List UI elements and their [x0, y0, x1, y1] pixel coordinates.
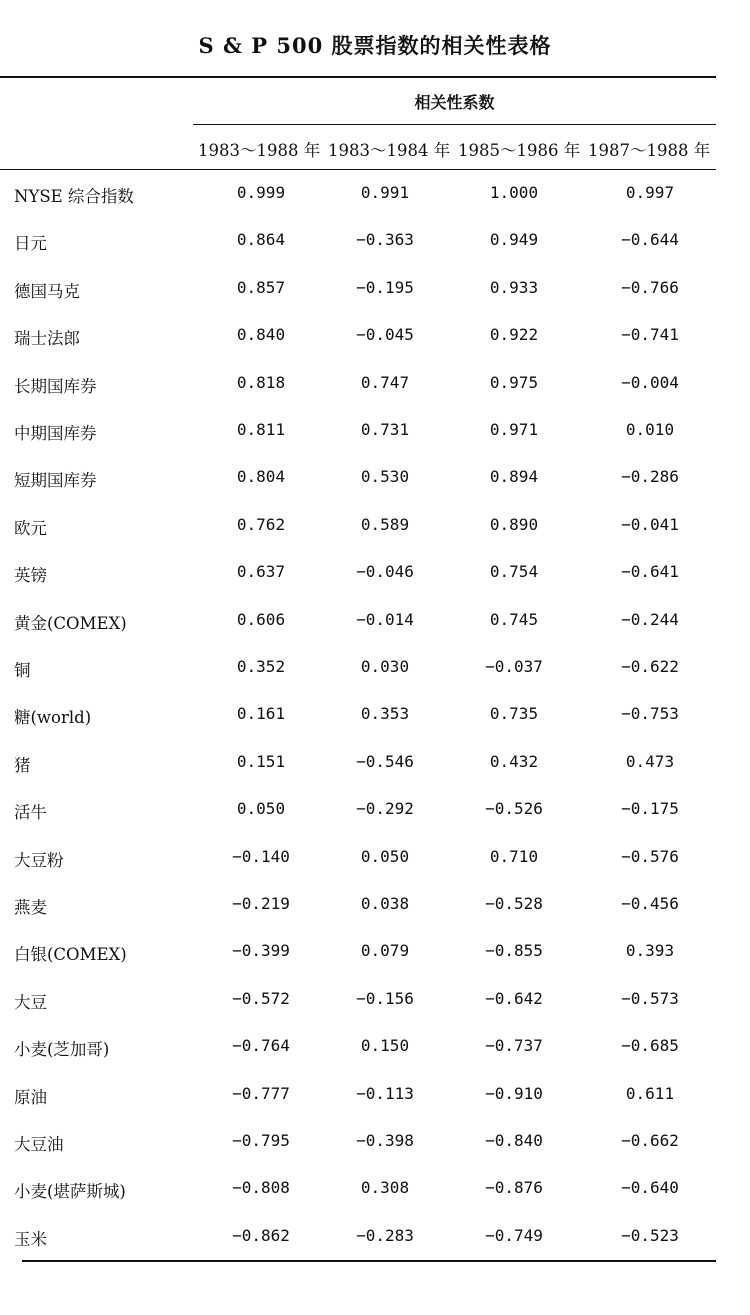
table-row — [0, 847, 750, 877]
table-row — [0, 515, 750, 545]
table-cell: 0.864 — [236, 230, 286, 250]
table-cell: 0.975 — [489, 372, 539, 392]
table-title: S & P 500 股票指数的相关性表格 — [198, 33, 552, 58]
table-row — [0, 562, 750, 592]
table-row — [0, 657, 750, 687]
table-row — [0, 989, 750, 1019]
table-cell: 0.745 — [489, 609, 539, 629]
table-row — [0, 373, 750, 403]
table-cell: 0.308 — [360, 1178, 410, 1198]
group-header-rule — [193, 124, 716, 125]
table-cell: −0.113 — [356, 1083, 414, 1103]
table-cell: 0.857 — [236, 277, 286, 297]
table-row — [0, 610, 750, 640]
table-cell: 0.710 — [489, 846, 539, 866]
row-label: 短期国库券 — [14, 471, 97, 491]
table-row — [0, 799, 750, 829]
table-cell: 0.030 — [360, 657, 410, 676]
table-cell: 0.161 — [236, 704, 286, 724]
table-row — [0, 230, 750, 260]
table-cell: 0.933 — [489, 277, 539, 297]
table-row — [0, 1226, 750, 1256]
table-cell: 0.754 — [489, 562, 539, 582]
table-row — [0, 941, 750, 971]
table-cell: −0.795 — [232, 1131, 290, 1150]
table-cell: 0.473 — [625, 751, 675, 771]
table-cell: 0.352 — [236, 657, 286, 676]
row-label: 中期国库券 — [14, 424, 97, 443]
row-label: 长期国库券 — [14, 376, 97, 396]
table-cell: −0.622 — [621, 657, 679, 676]
table-cell: 0.393 — [625, 941, 675, 961]
table-cell: −0.749 — [485, 1225, 543, 1245]
table-cell: 0.997 — [625, 183, 675, 202]
table-cell: 0.894 — [489, 467, 539, 487]
table-cell: −0.855 — [485, 941, 543, 961]
table-cell: 0.735 — [489, 704, 539, 724]
table-cell: −0.741 — [621, 325, 679, 345]
row-label: 大豆粉 — [14, 850, 64, 870]
table-cell: −0.737 — [485, 1036, 543, 1056]
bottom-rule — [22, 1260, 716, 1262]
table-cell: −0.685 — [621, 1036, 679, 1056]
table-cell: −0.546 — [356, 751, 414, 771]
column-header-1985-1986: 1985～1986 年 — [458, 141, 581, 160]
table-cell: −0.662 — [621, 1131, 679, 1150]
row-label: 玉米 — [14, 1229, 47, 1249]
table-cell: −0.840 — [485, 1131, 543, 1150]
table-cell: −0.140 — [232, 846, 290, 866]
table-cell: 0.079 — [360, 941, 410, 961]
table-cell: 0.747 — [360, 372, 410, 392]
table-row — [0, 278, 750, 308]
table-cell: 0.762 — [236, 514, 286, 534]
table-cell: −0.753 — [621, 704, 679, 724]
table-cell: 0.050 — [236, 799, 286, 819]
table-cell: 0.949 — [489, 230, 539, 250]
table-cell: 0.999 — [236, 183, 286, 202]
table-cell: −0.910 — [485, 1083, 543, 1103]
table-cell: 0.589 — [360, 514, 410, 534]
table-row — [0, 752, 750, 782]
table-cell: −0.283 — [356, 1225, 414, 1245]
table-cell: −0.046 — [356, 562, 414, 582]
table-cell: 0.811 — [236, 420, 286, 439]
table-cell: −0.576 — [621, 846, 679, 866]
table-cell: −0.523 — [621, 1225, 679, 1245]
table-cell: 0.840 — [236, 325, 286, 345]
table-cell: −0.526 — [485, 799, 543, 819]
column-header-1987-1988: 1987～1988 年 — [588, 141, 711, 160]
row-label: 日元 — [14, 234, 47, 254]
table-cell: −0.641 — [621, 562, 679, 582]
table-cell: −0.808 — [232, 1178, 290, 1198]
table-cell: 0.353 — [360, 704, 410, 724]
table-cell: −0.195 — [356, 277, 414, 297]
table-cell: 0.991 — [360, 183, 410, 202]
row-label: 小麦(堪萨斯城) — [14, 1182, 126, 1202]
table-cell: 1.000 — [489, 183, 539, 202]
table-cell: −0.156 — [356, 988, 414, 1008]
table-cell: 0.818 — [236, 372, 286, 392]
table-cell: −0.004 — [621, 372, 679, 392]
table-cell: −0.045 — [356, 325, 414, 345]
table-cell: −0.640 — [621, 1178, 679, 1198]
row-label: NYSE 综合指数 — [14, 187, 134, 206]
table-cell: 0.611 — [625, 1083, 675, 1103]
row-label: 德国马克 — [14, 281, 80, 301]
table-cell: 0.922 — [489, 325, 539, 345]
table-cell: −0.286 — [621, 467, 679, 487]
table-row — [0, 1036, 750, 1066]
table-cell: 0.432 — [489, 751, 539, 771]
row-label: 小麦(芝加哥) — [14, 1040, 110, 1060]
table-cell: 0.606 — [236, 609, 286, 629]
row-label: 铜 — [14, 661, 31, 680]
table-cell: −0.766 — [621, 277, 679, 297]
table-cell: −0.456 — [621, 894, 679, 913]
row-label: 燕麦 — [14, 898, 47, 917]
table-cell: 0.971 — [489, 420, 539, 439]
header-rule — [0, 169, 716, 170]
table-cell: 0.038 — [360, 894, 410, 913]
table-cell: 0.530 — [360, 467, 410, 487]
row-label: 大豆油 — [14, 1135, 64, 1154]
table-cell: −0.528 — [485, 894, 543, 913]
row-label: 白银(COMEX) — [14, 945, 127, 965]
row-label: 瑞士法郎 — [14, 329, 80, 349]
column-header-1983-1984: 1983～1984 年 — [328, 141, 451, 160]
table-cell: −0.292 — [356, 799, 414, 819]
row-label: 黄金(COMEX) — [14, 613, 127, 633]
table-cell: 0.150 — [360, 1036, 410, 1056]
table-cell: −0.764 — [232, 1036, 290, 1056]
table-cell: −0.572 — [232, 988, 290, 1008]
table-cell: −0.399 — [232, 941, 290, 961]
table-row — [0, 894, 750, 924]
table-cell: −0.037 — [485, 657, 543, 676]
table-row — [0, 1131, 750, 1161]
table-cell: −0.642 — [485, 988, 543, 1008]
table-cell: 0.010 — [625, 420, 675, 439]
table-cell: −0.777 — [232, 1083, 290, 1103]
table-row — [0, 325, 750, 355]
table-cell: 0.804 — [236, 467, 286, 487]
row-label: 欧元 — [14, 518, 47, 538]
table-cell: −0.014 — [356, 609, 414, 629]
row-label: 大豆 — [14, 992, 47, 1012]
table-cell: 0.731 — [360, 420, 410, 439]
row-label: 英镑 — [14, 566, 47, 586]
table-cell: 0.890 — [489, 514, 539, 534]
table-row — [0, 1084, 750, 1114]
correlation-group-header: 相关性系数 — [414, 93, 495, 112]
table-row — [0, 420, 750, 450]
table-cell: −0.876 — [485, 1178, 543, 1198]
table-row — [0, 183, 750, 213]
table-cell: −0.862 — [232, 1225, 290, 1245]
table-cell: 0.050 — [360, 846, 410, 866]
table-row — [0, 704, 750, 734]
column-header-1983-1988: 1983～1988 年 — [198, 141, 321, 160]
row-label: 原油 — [14, 1087, 47, 1107]
table-cell: −0.244 — [621, 609, 679, 629]
table-cell: −0.175 — [621, 799, 679, 819]
table-cell: 0.151 — [236, 751, 286, 771]
table-cell: −0.041 — [621, 514, 679, 534]
table-cell: −0.363 — [356, 230, 414, 250]
row-label: 猪 — [14, 755, 31, 775]
table-cell: −0.398 — [356, 1131, 414, 1150]
table-cell: −0.573 — [621, 988, 679, 1008]
row-label: 活牛 — [14, 803, 47, 823]
table-row — [0, 467, 750, 497]
table-row — [0, 1178, 750, 1208]
table-cell: 0.637 — [236, 562, 286, 582]
top-rule — [0, 76, 716, 78]
table-cell: −0.219 — [232, 894, 290, 913]
row-label: 糖(world) — [14, 708, 92, 728]
table-cell: −0.644 — [621, 230, 679, 250]
